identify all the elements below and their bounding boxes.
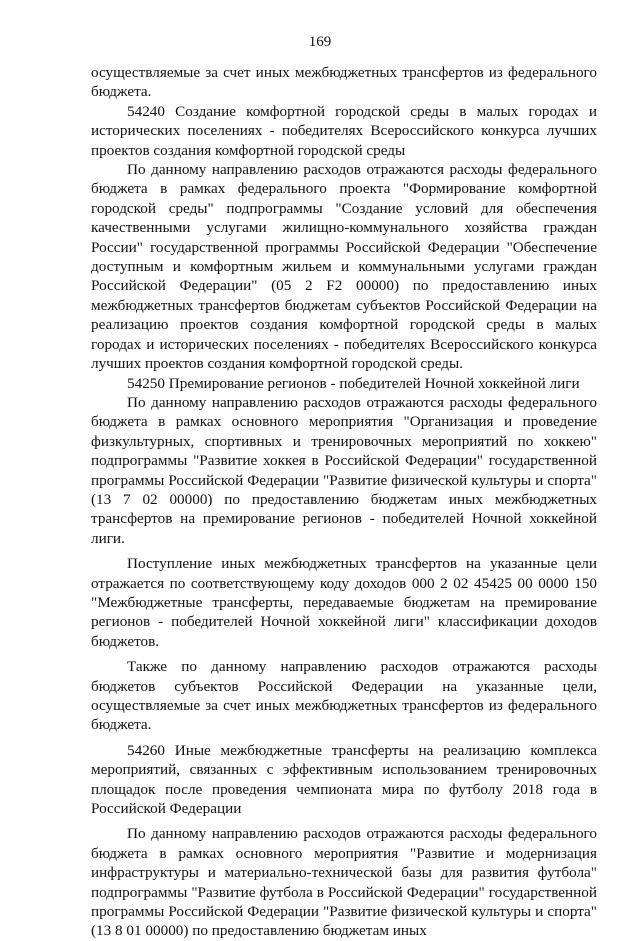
paragraph-heading-54250: 54250 Премирование регионов - победителей Ночной хоккейной лиги — [127, 374, 580, 392]
page-number: 169 — [308, 34, 332, 50]
paragraph-heading-54260: 54260 Иные межбюджетные трансферты на реализацию комплекса мероприятий, связанных с эффективным использованием тренировочных площадок после проведения чемпионата мира по футболу 2018 года в Российской Федерации — [91, 741, 597, 818]
paragraph-description-54250: По данному направлению расходов отражаются расходы федерального бюджета в рамках основного мероприятия "Организация и проведение физкультурных, спортивных и тренировочных мероприятий по хоккею" подпрограммы "Развитие хоккея в Российской Федерации" государственной программы Российской Федерации "Развитие физической культуры и спорта" (13 7 02 00000) по предоставлению бюджетам иных межбюджетных трансфертов на премирование регионов - победителей Ночной хоккейной лиги. — [91, 393, 597, 547]
paragraph-continuation: осуществляемые за счет иных межбюджетных трансфертов из федерального бюджета. — [91, 64, 597, 101]
paragraph-income-code: Поступление иных межбюджетных трансфертов на указанные цели отражается по соответствующему коду доходов 000 2 02 45425 00 0000 150 "Межбюджетные трансферты, передаваемые бюджетам на премирование регионов - победителей Ночной хоккейной лиги" классификации доходов бюджетов. — [91, 555, 597, 650]
paragraph-description-54260: По данному направлению расходов отражаются расходы федерального бюджета в рамках основного мероприятия "Развитие и модернизация инфраструктуры и материально-технической базы для развития футбола" подпрограммы "Развитие футбола в Российской Федерации" государственной программы Российской Федерации "Развитие физической культуры и спорта" (13 8 01 00000) по предоставлению бюджетам иных — [91, 825, 597, 940]
paragraph-description-54240: По данному направлению расходов отражаются расходы федерального бюджета в рамках федерального проекта "Формирование комфортной городской среды" подпрограммы "Создание условий для обеспечения качественными услугами жилищно-коммунального хозяйства граждан России" государственной программы Российской Федерации "Обеспечение доступным и комфортным жильем и коммунальными услугами граждан Российской Федерации" (05 2 F2 00000) по предоставлению иных межбюджетных трансфертов бюджетам субъектов Российской Федерации на реализацию проектов создания комфортной городской среды в малых городах и исторических поселениях - победителях Всероссийского конкурса лучших проектов создания комфортной городской среды. — [91, 161, 597, 373]
paragraph-regional-expenses: Также по данному направлению расходов отражаются расходы бюджетов субъектов Российской Федерации на указанные цели, осуществляемые за счет иных межбюджетных трансфертов из федерального бюджета. — [91, 658, 597, 734]
document-body — [91, 63, 597, 941]
paragraph-heading-54240: 54240 Создание комфортной городской среды в малых городах и исторических поселениях - победителях Всероссийского конкурса лучших проектов создания комфортной городской среды — [91, 102, 597, 159]
